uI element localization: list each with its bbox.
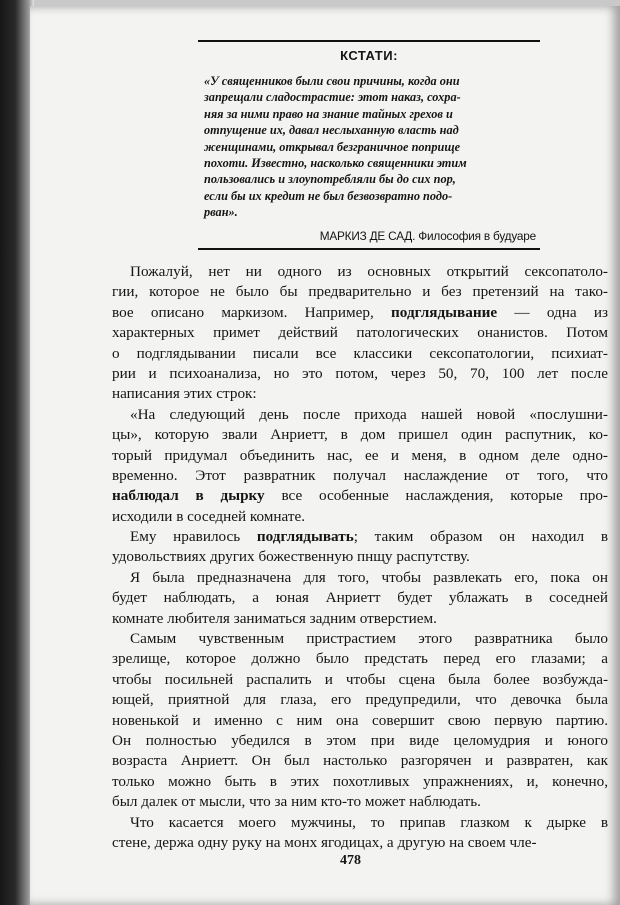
top-rule bbox=[198, 40, 540, 42]
quote-line: женщинами, открывал безграничное поприще bbox=[204, 139, 461, 154]
page-number: 478 bbox=[340, 853, 361, 868]
quote-line: рван». bbox=[204, 205, 238, 220]
text-line: наблюдал в дырку все особенные наслаждения, которые про- bbox=[112, 487, 608, 505]
text-line: цы», которую звали Анриетт, в дом пришел один распутник, ко- bbox=[112, 426, 608, 444]
quote-line: если бы их кредит не был безвозвратно подо- bbox=[204, 188, 453, 203]
text-line: Я была предназначена для того, чтобы развлекать его, пока он bbox=[130, 568, 608, 586]
sidebar-title: КСТАТИ: bbox=[340, 48, 398, 63]
sidebar-box bbox=[198, 40, 540, 250]
quote-line: няя за ними право на знание тайных грехов и bbox=[204, 106, 453, 121]
text-line: Самым чувственным пристрастием этого развратника было bbox=[130, 630, 608, 648]
text-line: торый придумал объединить нас, ее и меня, в одном деле одно- bbox=[112, 446, 608, 464]
text-line: стене, держа одну руку на монх ягодицах, а другую на своем чле- bbox=[112, 833, 537, 851]
text-line: будет наблюдать, а юная Анриетт будет ублажать в соседней bbox=[112, 589, 608, 607]
text-line: чтобы посильней распалить и чтобы сцена была более возбужда- bbox=[112, 670, 608, 688]
text-line: новенькой и именно с ним она совершит свою первую партию. bbox=[112, 711, 608, 729]
quote-attribution: МАРКИЗ ДЕ САД. Философия в будуаре bbox=[319, 228, 536, 243]
text-line: ющей, приятной для глаза, его предупредили, что девочка была bbox=[112, 691, 608, 709]
text-line: рии и психоанализа, но это потом, через 50, 70, 100 лет после bbox=[112, 364, 608, 382]
quote-line: пользовались и злоупотребляли бы до сих пор, bbox=[204, 172, 456, 187]
bottom-rule bbox=[198, 248, 540, 250]
main-text bbox=[112, 262, 608, 853]
text-line: возраста Анриетт. Он был настолько разгорячен и развратен, как bbox=[112, 752, 608, 770]
quote-line: «У священников были свои причины, когда они bbox=[204, 74, 460, 88]
text-line: зрелище, которое должно было предстать перед его глазами; а bbox=[112, 650, 608, 668]
text-line: характерных примет действий патологических онанистов. Потом bbox=[112, 324, 608, 342]
text-line: о подглядывании писали все классики сексопатологии, психиат- bbox=[112, 344, 608, 362]
text-line: Он полностью убедился в этом при виде целомудрия и юного bbox=[112, 731, 608, 749]
quote-line: отпущение их, давал неслыханную власть над bbox=[204, 123, 459, 138]
text-line: Что касается моего мужчины, то припав глазком к дырке в bbox=[130, 813, 608, 831]
text-line: только можно быть в этих похотливых упражнениях, и, конечно, bbox=[112, 772, 608, 790]
text-line: был далек от мысли, что за ним кто-то может наблюдать. bbox=[112, 793, 481, 811]
sidebar-quote bbox=[198, 73, 540, 221]
text-line: исходили в соседней комнате. bbox=[112, 507, 306, 525]
quote-line: похоти. Известно, насколько священники этим bbox=[204, 156, 467, 171]
text-line: Ему нравилось подглядывать; таким образом он находил в bbox=[130, 528, 608, 546]
text-line: вое описано маркизом. Например, подглядывание — одна из bbox=[112, 303, 608, 321]
text-line: Пожалуй, нет ни одного из основных открытий сексопатоло- bbox=[130, 263, 608, 280]
text-line: написания этих строк: bbox=[112, 385, 257, 403]
book-spine-shadow bbox=[0, 0, 34, 905]
text-line: удовольствиях других божественную пнщу распутству. bbox=[112, 548, 470, 566]
text-line: гии, которое не было бы предварительно и без претензий на тако- bbox=[112, 283, 608, 301]
text-line: комнате любителя заниматься задним отверстием. bbox=[112, 609, 437, 627]
text-line: временно. Этот развратник получал наслаждение от того, что bbox=[112, 466, 608, 484]
text-line: «На следующий день после прихода нашей новой «послушни- bbox=[130, 405, 608, 423]
quote-line: запрещали сладострастие: этот наказ, сохра- bbox=[204, 90, 461, 105]
